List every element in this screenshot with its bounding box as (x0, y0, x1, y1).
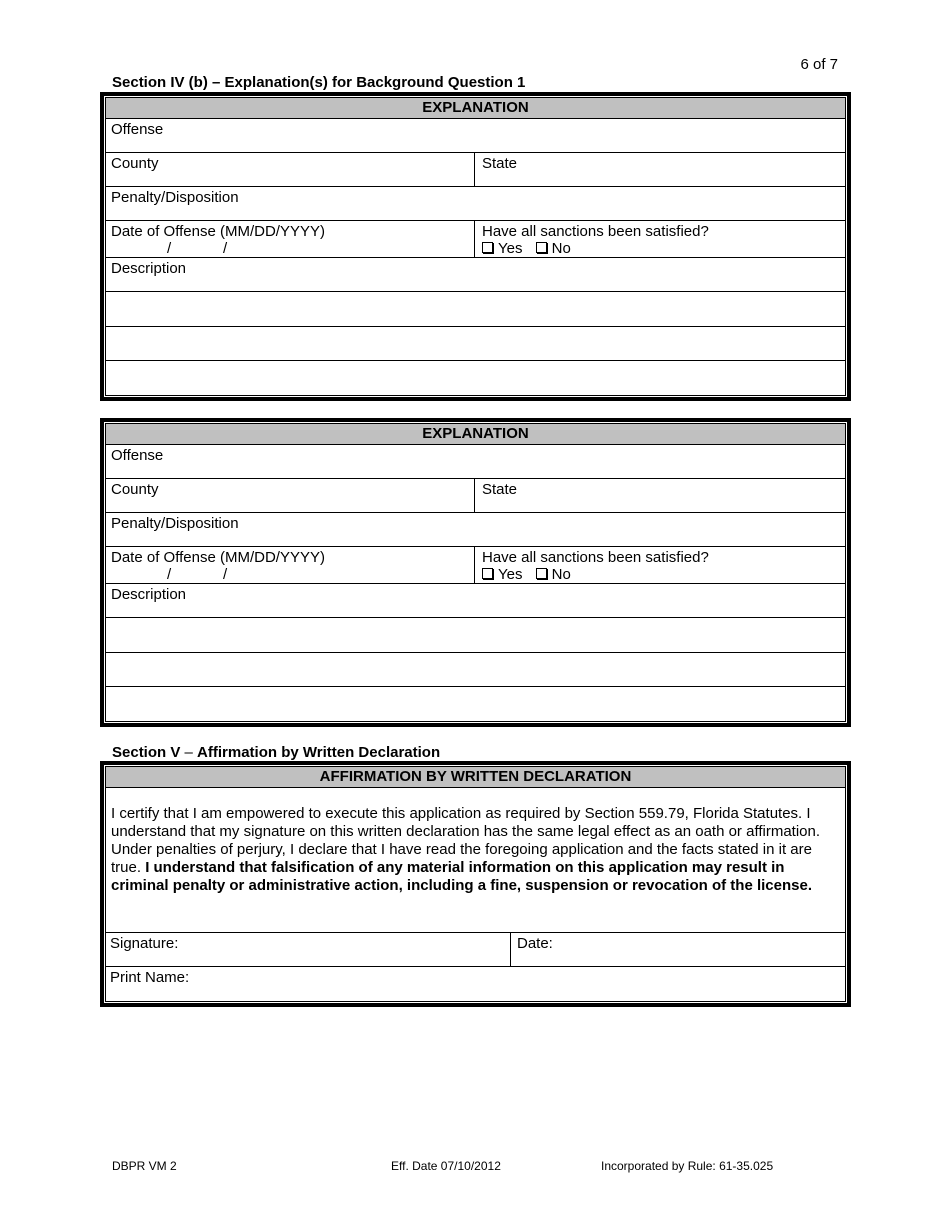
county-label: County (111, 155, 159, 172)
state-label: State (482, 155, 518, 172)
sanctions-label: Have all sanctions been satisfied? (482, 549, 709, 566)
explanation-header: EXPLANATION (106, 424, 845, 445)
explanation-header: EXPLANATION (106, 98, 845, 119)
date-of-offense-field[interactable] (106, 547, 474, 583)
date-separator: / (167, 566, 172, 583)
date-sanctions-row (106, 547, 845, 584)
penalty-label: Penalty/Disposition (111, 515, 239, 532)
yes-label: Yes (498, 240, 523, 257)
offense-label: Offense (111, 121, 164, 138)
yes-label: Yes (498, 566, 523, 583)
state-field[interactable] (474, 479, 845, 512)
sanctions-no-option[interactable] (536, 240, 571, 257)
affirmation-text: I certify that I am empowered to execute this application as required by Section 559.79, Florida Statutes. I understand that my signature on this written declaration has the same legal effect as an oath or affirmation. Under penalties of perjury, I declare that I have read the foregoing application and the facts stated in it are true. (111, 805, 821, 876)
sanctions-no-option[interactable] (536, 566, 571, 583)
description-label: Description (111, 586, 187, 603)
sanctions-yes-option[interactable] (482, 240, 522, 257)
footer-rule: Incorporated by Rule: 61-35.025 (601, 1159, 774, 1173)
print-name-row[interactable] (106, 967, 845, 1001)
footer-eff-date: Eff. Date 07/10/2012 (391, 1159, 501, 1173)
no-label: No (551, 240, 571, 257)
sanctions-field (474, 547, 845, 583)
affirmation-header: AFFIRMATION BY WRITTEN DECLARATION (106, 767, 845, 788)
affirmation-box (100, 761, 851, 1007)
description-row[interactable] (106, 584, 845, 618)
sanctions-yes-option[interactable] (482, 566, 522, 583)
date-sanctions-row (106, 221, 845, 258)
checkbox-icon[interactable] (536, 568, 547, 579)
section-v-title: Section V – Affirmation by Written Declaration (112, 744, 441, 761)
county-label: County (111, 481, 159, 498)
page-number: 6 of 7 (800, 56, 838, 73)
date-field[interactable] (510, 933, 845, 966)
offense-label: Offense (111, 447, 164, 464)
checkbox-icon[interactable] (482, 568, 493, 579)
explanation-box-1 (100, 92, 851, 401)
county-field[interactable] (106, 153, 474, 186)
affirmation-warning: I understand that falsification of any material information on this application may result in criminal penalty or administrative action, including a fine, suspension or revocation of the license. (111, 859, 812, 894)
offense-row[interactable] (106, 445, 845, 479)
penalty-row[interactable] (106, 187, 845, 221)
sanctions-label: Have all sanctions been satisfied? (482, 223, 709, 240)
sanctions-field (474, 221, 845, 257)
date-of-offense-label: Date of Offense (MM/DD/YYYY) (111, 549, 325, 566)
county-state-row (106, 153, 845, 187)
signature-field[interactable] (106, 933, 510, 966)
section-iv-title: Section IV (b) – Explanation(s) for Background Question 1 (112, 74, 526, 91)
no-label: No (551, 566, 571, 583)
explanation-box-2 (100, 418, 851, 727)
state-label: State (482, 481, 518, 498)
footer-form-id: DBPR VM 2 (112, 1159, 177, 1173)
description-label: Description (111, 260, 187, 277)
date-of-offense-field[interactable] (106, 221, 474, 257)
signature-date-row (106, 933, 845, 967)
description-line[interactable] (106, 327, 845, 361)
description-line[interactable] (106, 687, 845, 721)
description-line[interactable] (106, 618, 845, 653)
description-line[interactable] (106, 653, 845, 687)
penalty-label: Penalty/Disposition (111, 189, 239, 206)
state-field[interactable] (474, 153, 845, 186)
date-label: Date: (517, 935, 553, 952)
checkbox-icon[interactable] (536, 242, 547, 253)
affirmation-statement (106, 788, 845, 933)
county-state-row (106, 479, 845, 513)
date-separator: / (223, 240, 228, 257)
date-of-offense-label: Date of Offense (MM/DD/YYYY) (111, 223, 325, 240)
date-separator: / (223, 566, 228, 583)
date-separator: / (167, 240, 172, 257)
penalty-row[interactable] (106, 513, 845, 547)
print-name-label: Print Name: (110, 969, 190, 986)
description-line[interactable] (106, 361, 845, 395)
signature-label: Signature: (110, 935, 179, 952)
offense-row[interactable] (106, 119, 845, 153)
description-row[interactable] (106, 258, 845, 292)
county-field[interactable] (106, 479, 474, 512)
description-line[interactable] (106, 292, 845, 327)
checkbox-icon[interactable] (482, 242, 493, 253)
